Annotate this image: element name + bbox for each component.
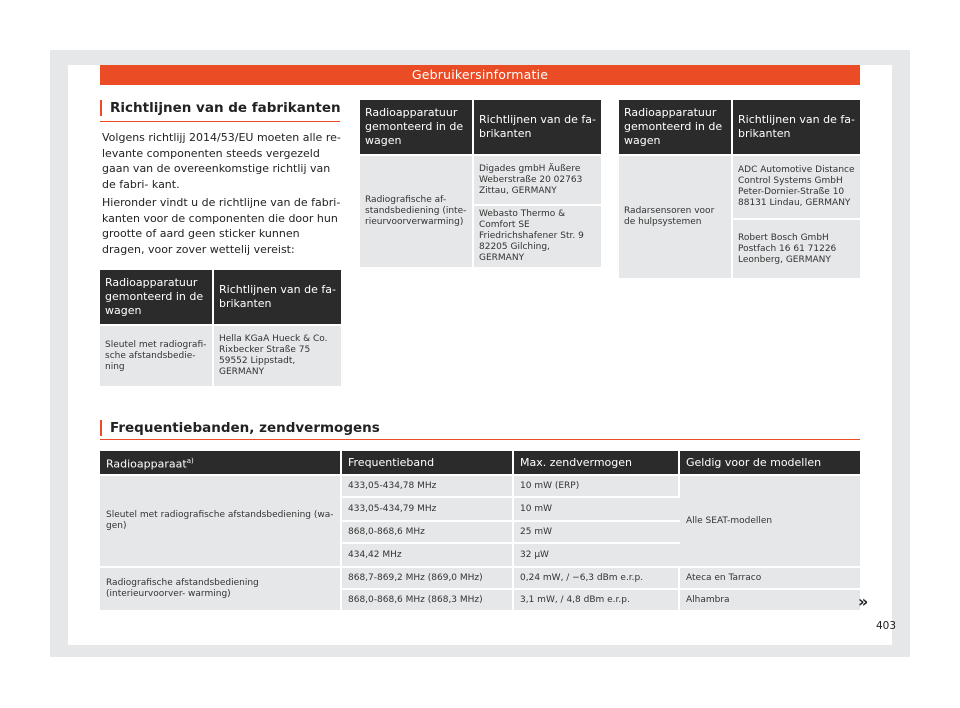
th-manufacturer: Richtlijnen van de fa- brikanten — [214, 270, 341, 324]
th-radio-device — [100, 451, 342, 474]
frequency-table — [100, 451, 860, 610]
table-row — [619, 154, 860, 218]
th-manufacturer: Richtlijnen van de fa- brikanten — [733, 100, 860, 154]
power-cell: 0,24 mW, / −6,3 dBm e.r.p. — [514, 566, 680, 588]
power-cell: 32 µW — [514, 542, 680, 566]
th-manufacturer: Richtlijnen van de fa- brikanten — [474, 100, 601, 154]
manufacturer-cell: ADC Automotive Distance Control Systems GmbH Peter-Dornier-Straße 10 88131 Lindau, GERMANY — [733, 154, 860, 218]
device-cell: Radiografische afstandsbediening (interieurvoorver- warming) — [100, 566, 342, 610]
band-cell: 433,05-434,79 MHz — [342, 496, 514, 520]
band-cell: 433,05-434,78 MHz — [342, 474, 514, 496]
table-row — [360, 154, 601, 204]
band-cell: 868,0-868,6 MHz — [342, 520, 514, 542]
section-rule — [100, 439, 860, 440]
device-cell: Sleutel met radiografi- sche afstandsbedie- ning — [100, 324, 214, 386]
manufacturer-cell: Digades gmbH Äußere Weberstraße 20 02763 Zittau, GERMANY — [474, 154, 601, 204]
manufacturer-table-1 — [100, 270, 341, 386]
th-device: Radioapparatuur gemonteerd in de wagen — [360, 100, 474, 154]
continue-mark: » — [858, 592, 869, 611]
device-cell: Radarsensoren voor de hulpsystemen — [619, 154, 733, 278]
band-cell: 868,7-869,2 MHz (869,0 MHz) — [342, 566, 514, 588]
th-frequency-band: Frequentieband — [342, 451, 514, 474]
manufacturer-cell: Robert Bosch GmbH Postfach 16 61 71226 Leonberg, GERMANY — [733, 218, 860, 278]
th-radio-device-label: Radioapparaat — [106, 457, 187, 471]
intro-text — [102, 130, 342, 257]
th-device: Radioapparatuur gemonteerd in de wagen — [100, 270, 214, 324]
models-cell: Alle SEAT-modellen — [680, 474, 860, 566]
models-cell: Ateca en Tarraco — [680, 566, 860, 588]
paragraph-2: Hieronder vindt u de richtlijne van de fabri- kanten voor de componenten die door hun grootte of aard geen sticker kunnen dragen, voor zover wettelij vereist: — [102, 196, 341, 256]
table-row — [100, 474, 860, 496]
th-valid-models: Geldig voor de modellen — [680, 451, 860, 474]
power-cell: 25 mW — [514, 520, 680, 542]
chapter-header: Gebruikersinformatie — [100, 65, 860, 85]
band-cell: 868,0-868,6 MHz (868,3 MHz) — [342, 588, 514, 610]
page-number: 403 — [876, 620, 897, 632]
footnote-marker: a) — [186, 456, 194, 465]
power-cell: 3,1 mW, / 4,8 dBm e.r.p. — [514, 588, 680, 610]
table-row — [100, 324, 341, 386]
th-max-power: Max. zendvermogen — [514, 451, 680, 474]
section-rule — [100, 121, 340, 122]
models-cell: Alhambra — [680, 588, 860, 610]
power-cell: 10 mW (ERP) — [514, 474, 680, 496]
manufacturer-table-2 — [360, 100, 601, 267]
manufacturer-cell: Hella KGaA Hueck & Co. Rixbecker Straße 75 59552 Lippstadt, GERMANY — [214, 324, 341, 386]
band-cell: 434,42 MHz — [342, 542, 514, 566]
section-title-frequency: Frequentiebanden, zendvermogens — [100, 420, 380, 436]
manufacturer-cell: Webasto Thermo & Comfort SE Friedrichshafener Str. 9 82205 Gilching, GERMANY — [474, 204, 601, 267]
paragraph-1: Volgens richtlijj 2014/53/EU moeten alle re- levante componenten steeds vergezeld gaan van de overeenkomstige richtlij van de fabri- kant. — [102, 131, 341, 191]
power-cell: 10 mW — [514, 496, 680, 520]
manufacturer-table-3 — [619, 100, 860, 278]
device-cell: Sleutel met radiografische afstandsbediening (wa- gen) — [100, 474, 342, 566]
table-row — [100, 566, 860, 588]
th-device: Radioapparatuur gemonteerd in de wagen — [619, 100, 733, 154]
section-title-manufacturers: Richtlijnen van de fabrikanten — [100, 100, 341, 116]
device-cell: Radiografische af- standsbediening (inte- rieurvoorverwarming) — [360, 154, 474, 267]
